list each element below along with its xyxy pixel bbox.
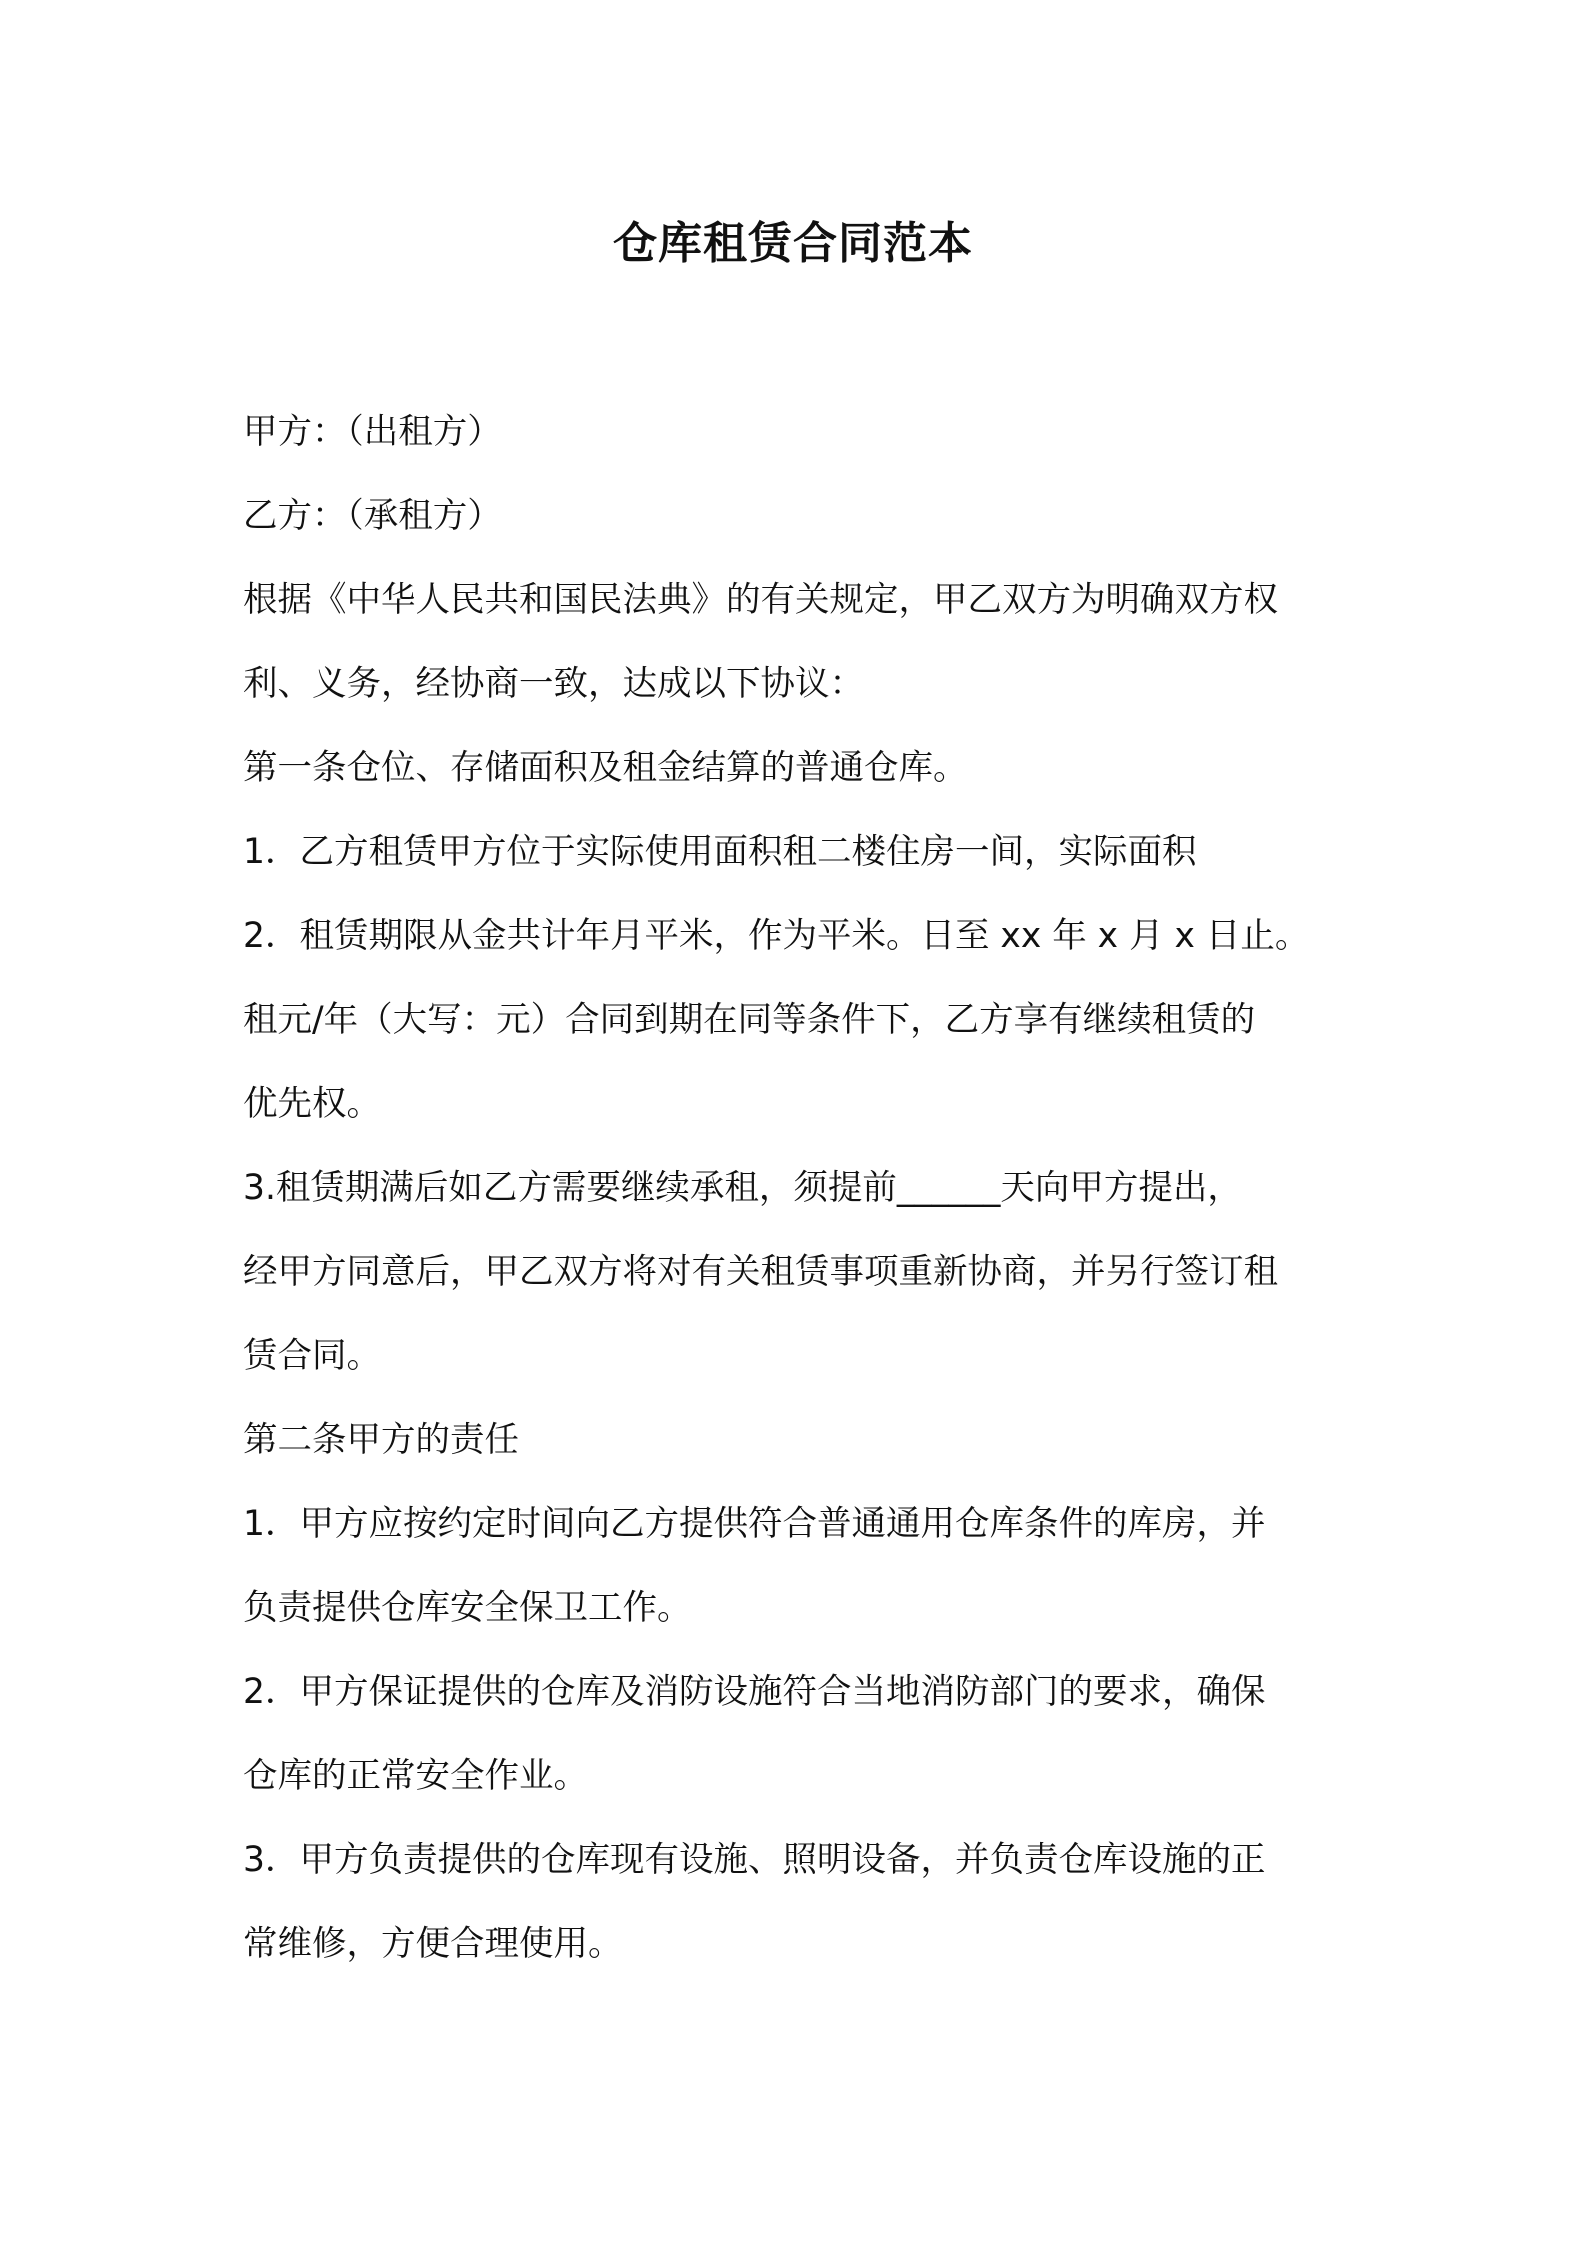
article-2-clause-2-line-2: 仓库的正常安全作业。 <box>243 1756 588 1796</box>
preamble-line-1: 根据《中华人民共和国民法典》的有关规定，甲乙双方为明确双方权 <box>243 580 1278 620</box>
article-1-heading: 第一条仓位、存储面积及租金结算的普通仓库。 <box>243 748 968 788</box>
article-1-clause-2-line-1: 2．租赁期限从金共计年月平米，作为平米。日至 xx 年 x 月 x 日止。 <box>243 916 1310 956</box>
party-a-line: 甲方：（出租方） <box>243 412 502 452</box>
party-b-line: 乙方：（承租方） <box>243 496 502 536</box>
article-1-clause-2-line-2: 租元/年（大写：元）合同到期在同等条件下，乙方享有继续租赁的 <box>243 1000 1256 1040</box>
article-1-clause-3-line-3: 赁合同。 <box>243 1336 381 1376</box>
article-1-clause-2-line-3: 优先权。 <box>243 1084 381 1124</box>
article-2-clause-2-line-1: 2．甲方保证提供的仓库及消防设施符合当地消防部门的要求，确保 <box>243 1672 1266 1712</box>
article-1-clause-1: 1．乙方租赁甲方位于实际使用面积租二楼住房一间，实际面积 <box>243 832 1197 872</box>
article-2-clause-3-line-2: 常维修，方便合理使用。 <box>243 1924 623 1964</box>
article-2-heading: 第二条甲方的责任 <box>243 1420 519 1460</box>
preamble-line-2: 利、义务，经协商一致，达成以下协议： <box>243 664 864 704</box>
article-2-clause-1-line-2: 负责提供仓库安全保卫工作。 <box>243 1588 692 1628</box>
article-1-clause-3-line-2: 经甲方同意后，甲乙双方将对有关租赁事项重新协商，并另行签订租 <box>243 1252 1278 1292</box>
article-2-clause-3-line-1: 3．甲方负责提供的仓库现有设施、照明设备，并负责仓库设施的正 <box>243 1840 1266 1880</box>
article-2-clause-1-line-1: 1．甲方应按约定时间向乙方提供符合普通通用仓库条件的库房，并 <box>243 1504 1266 1544</box>
article-1-clause-3-line-1: 3.租赁期满后如乙方需要继续承租，须提前______天向甲方提出， <box>243 1168 1242 1208</box>
document-title: 仓库租赁合同范本 <box>613 218 973 269</box>
